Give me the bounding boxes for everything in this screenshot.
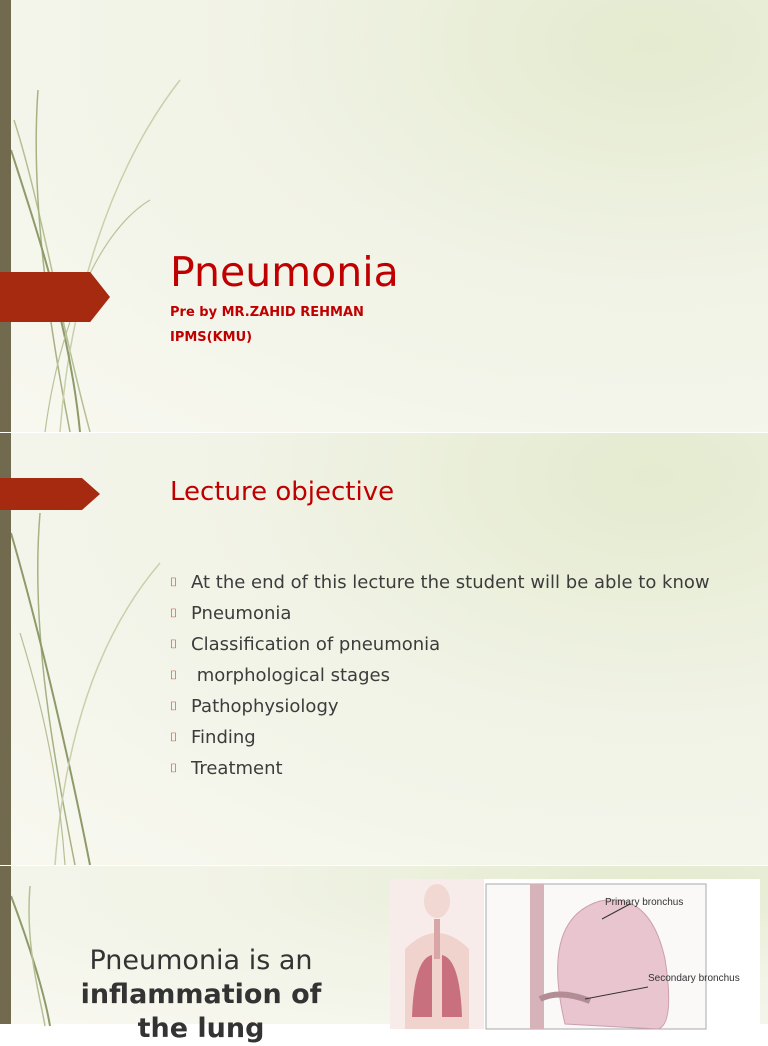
institute-name: IPMS(KMU) [170, 330, 253, 345]
slide-title: Lecture objective [170, 477, 395, 507]
objectives-list [170, 571, 710, 788]
bullet-marker-icon: ⌷ [170, 761, 178, 775]
objectives-slide [0, 433, 768, 865]
lung-illustration [390, 879, 760, 1029]
bullet-marker-icon: ⌷ [170, 637, 178, 651]
title-slide [0, 0, 768, 432]
decorative-curves [0, 0, 200, 432]
bullet-marker-icon: ⌷ [170, 699, 178, 713]
arrow-tab [0, 272, 110, 322]
list-item: ⌷ Treatment [170, 758, 283, 779]
bullet-marker-icon: ⌷ [170, 668, 178, 682]
lung-anatomy-figure [390, 879, 760, 1029]
list-item: ⌷ morphological stages [170, 665, 390, 686]
bullet-marker-icon: ⌷ [170, 575, 178, 589]
primary-bronchus-label: Primary bronchus [605, 897, 684, 908]
list-item: ⌷ Classification of pneumonia [170, 634, 441, 655]
left-accent-bar [0, 0, 11, 432]
list-item: ⌷ Pneumonia [170, 603, 292, 624]
arrow-tab [0, 478, 100, 510]
left-accent-bar [0, 866, 11, 1024]
definition-slide [0, 866, 768, 1044]
presenter-name: Pre by MR.ZAHID REHMAN [170, 305, 364, 320]
secondary-bronchus-label: Secondary bronchus [648, 973, 740, 984]
list-item: ⌷ Finding [170, 727, 256, 748]
slide-title: Pneumonia [170, 248, 399, 296]
bullet-marker-icon: ⌷ [170, 606, 178, 620]
definition-text: Pneumonia is an inflammation of the lung [80, 945, 322, 1044]
list-item: ⌷ At the end of this lecture the student will be able to know [170, 572, 710, 593]
list-item: ⌷ Pathophysiology [170, 696, 339, 717]
bullet-marker-icon: ⌷ [170, 730, 178, 744]
